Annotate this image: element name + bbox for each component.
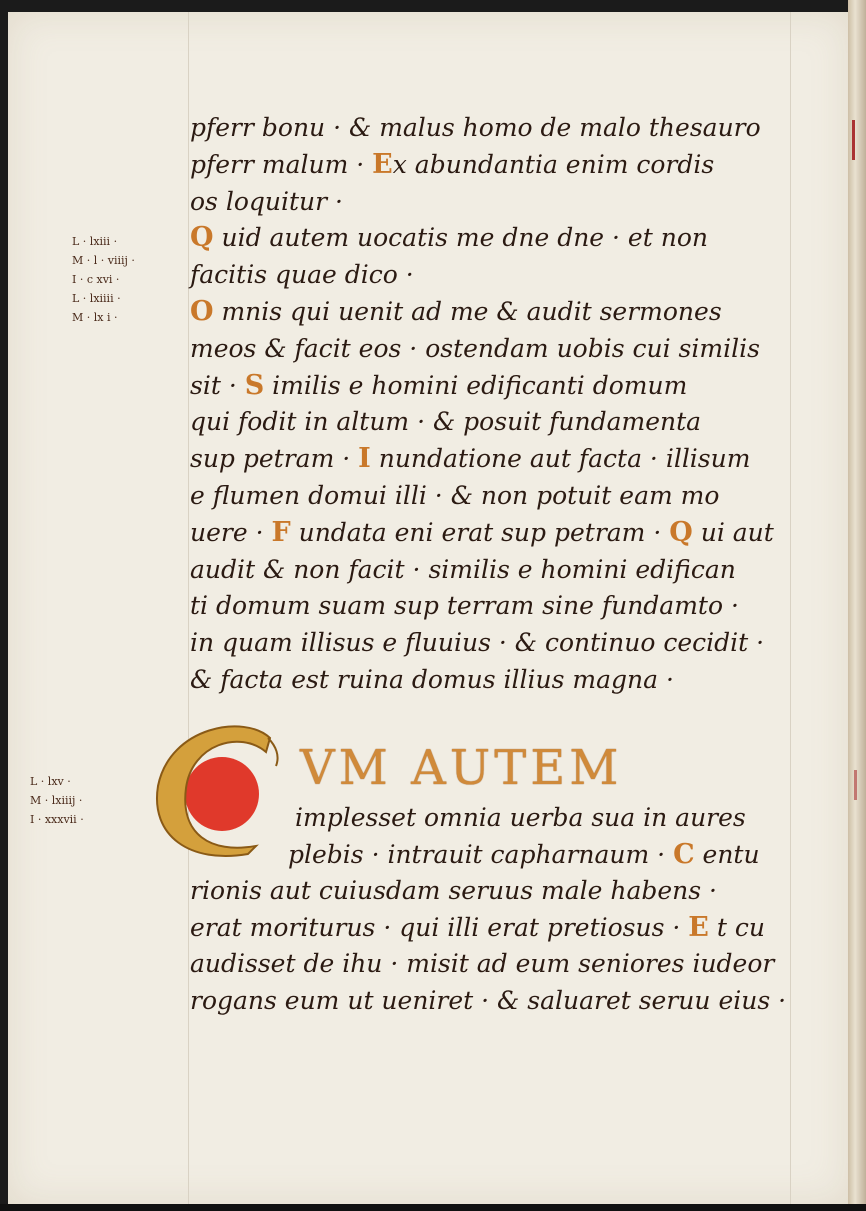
text-segment: audit & non facit · similis e homini edifican xyxy=(190,554,736,584)
text-segment: os loquitur · xyxy=(190,186,343,216)
text-segment: qui fodit in altum · & posuit fundamenta xyxy=(190,407,702,437)
text-line xyxy=(190,257,414,293)
colored-initial: C xyxy=(673,838,695,870)
red-fill-disc xyxy=(185,757,259,831)
text-segment: imilis e homini edificanti domum xyxy=(264,370,688,400)
text-line xyxy=(190,294,722,330)
colored-initial: S xyxy=(244,369,265,401)
text-line xyxy=(190,220,708,256)
text-segment: e flumen domui illi · & non potuit eam mo xyxy=(190,481,720,510)
text-segment: rionis aut cuiusdam seruus male habens · xyxy=(190,876,717,906)
margin-note: L · lxiiii · xyxy=(72,292,121,305)
decorated-initial xyxy=(150,716,300,866)
margin-notes-upper xyxy=(72,232,135,327)
margin-note: M · lxiiij · xyxy=(30,794,83,807)
text-segment: rogans eum ut ueniret · & saluaret seruu eius · xyxy=(190,986,787,1015)
text-line xyxy=(190,552,736,588)
colored-initial: O xyxy=(190,296,214,327)
text-segment: entu xyxy=(694,839,760,869)
text-line xyxy=(190,873,717,909)
text-segment: ti domum suam sup terram sine fundamto · xyxy=(190,591,739,621)
text-line xyxy=(190,110,761,146)
colored-initial: E xyxy=(688,911,709,943)
text-segment: x abundantia enim cordis xyxy=(392,149,715,179)
text-segment: erat moriturus · qui illi erat pretiosus · xyxy=(190,912,689,942)
text-line xyxy=(190,184,343,220)
colored-initial: I xyxy=(358,443,371,475)
margin-note: I · c xvi · xyxy=(72,273,120,286)
margin-note: L · lxv · xyxy=(30,775,71,788)
text-segment: sup petram · xyxy=(190,444,359,474)
margin-note: M · lx i · xyxy=(72,311,118,324)
ruling-line-right xyxy=(790,12,791,1204)
text-segment: nundatione aut facta · illisum xyxy=(370,444,751,474)
text-segment: undata eni erat sup petram · xyxy=(290,517,670,547)
text-line xyxy=(295,800,746,836)
margin-note: I · xxxvii · xyxy=(30,813,84,826)
text-segment: facitis quae dico · xyxy=(190,260,414,290)
text-segment: ui aut xyxy=(692,517,774,547)
ruling-line-left xyxy=(188,12,189,1204)
colored-initial: E xyxy=(372,148,393,180)
text-segment: meos & facit eos · ostendam uobis cui similis xyxy=(190,333,760,363)
text-segment: audisset de ihu · misit ad eum seniores iudeor xyxy=(190,949,775,979)
margin-notes-lower xyxy=(30,772,84,829)
text-segment: t cu xyxy=(708,912,765,942)
text-line xyxy=(190,946,774,982)
margin-note: M · l · viiij · xyxy=(72,254,135,267)
page-bottom-edge xyxy=(0,1204,866,1211)
text-line xyxy=(190,331,760,367)
text-line xyxy=(190,147,714,183)
text-segment: uere · xyxy=(190,517,272,547)
binding-gutter xyxy=(848,0,866,1211)
margin-note: L · lxiii · xyxy=(72,235,118,248)
text-line xyxy=(288,837,760,873)
text-line xyxy=(190,404,701,440)
text-segment: mnis qui uenit ad me & audit sermones xyxy=(213,297,722,326)
text-line xyxy=(190,910,765,946)
text-segment: & facta est ruina domus illius magna · xyxy=(190,665,674,694)
colored-initial: F xyxy=(271,516,291,548)
rubric-heading: VM AUTEM xyxy=(300,740,623,796)
text-segment: implesset omnia uerba sua in aures xyxy=(295,803,746,832)
text-line xyxy=(190,662,674,698)
colored-initial: Q xyxy=(190,222,214,254)
text-segment: pferr bonu · & malus homo de malo thesauro xyxy=(190,113,761,142)
text-line xyxy=(190,515,774,551)
text-segment: uid autem uocatis me dne dne · et non xyxy=(213,223,708,253)
text-line xyxy=(190,368,687,404)
text-line xyxy=(190,441,750,477)
text-line xyxy=(190,625,764,661)
text-segment: in quam illisus e fluuius · & continuo cecidit · xyxy=(190,628,765,658)
text-segment: pferr malum · xyxy=(190,149,373,179)
text-segment: plebis · intrauit capharnaum · xyxy=(288,839,674,869)
text-line xyxy=(190,983,786,1019)
text-line xyxy=(190,588,739,624)
text-line xyxy=(190,478,719,514)
colored-initial: Q xyxy=(669,516,693,548)
text-segment: sit · xyxy=(190,370,245,400)
